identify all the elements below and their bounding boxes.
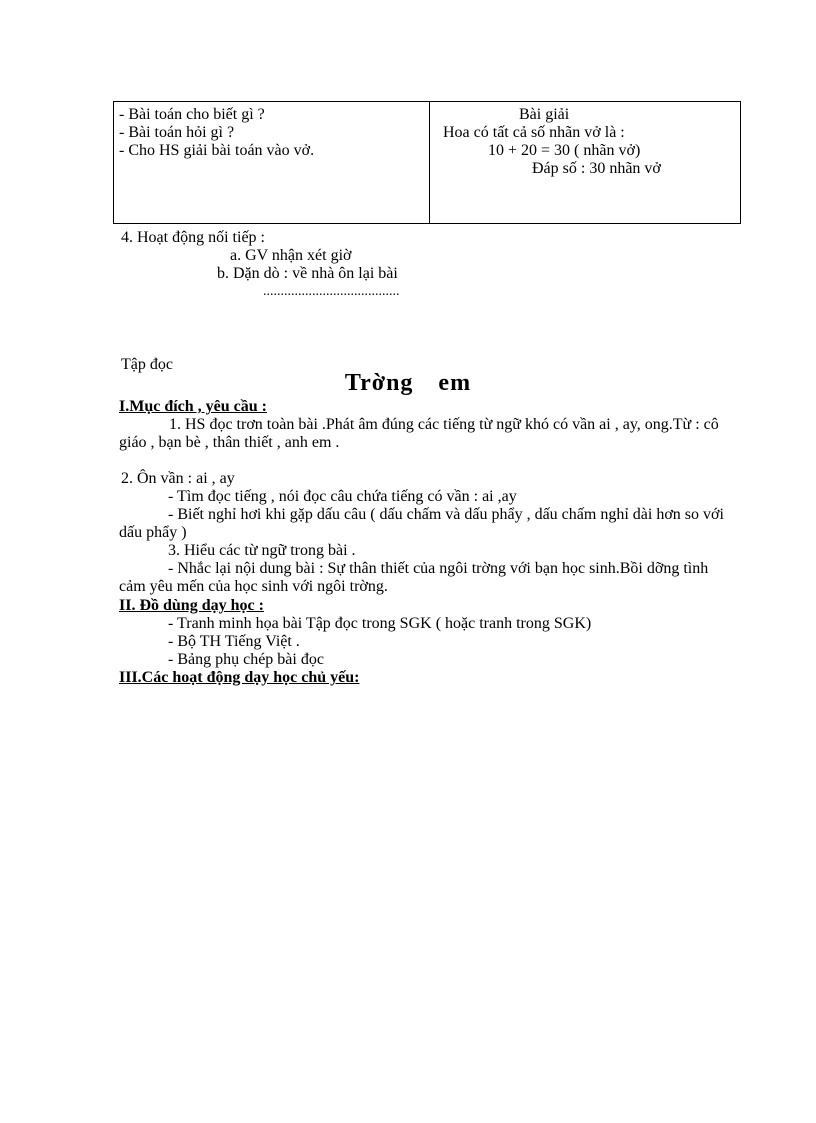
solution-heading: Bài giải: [519, 106, 570, 123]
activity-heading: 4. Hoạt động nối tiếp :: [121, 229, 265, 246]
question-line: - Bài toán hỏi gì ?: [119, 124, 235, 141]
dotted-separator: .......................................: [263, 284, 400, 299]
section-heading-objectives: I.Mục đích , yêu cầu :: [119, 398, 267, 415]
lesson-title: Trờng em: [344, 370, 472, 396]
teacher-questions-cell: [114, 102, 430, 224]
solution-table: [113, 101, 741, 224]
material-item: - Bảng phụ chép bài đọc: [168, 651, 324, 668]
objective-paragraph: - Biết nghỉ hơi khi gặp dấu câu ( dấu chấm và dấu phẩy , dấu chấm nghỉ dài hơn so với dấu phẩy ): [119, 506, 724, 541]
objective-paragraph: 1. HS đọc trơn toàn bài .Phát âm đúng các tiếng từ ngữ khó có vần ai , ay, ong.Từ : cô giáo , bạn bè , thân thiết , anh em .: [119, 416, 719, 451]
objective-line: - Tìm đọc tiếng , nói đọc câu chứa tiếng có vần : ai ,ay: [168, 488, 517, 505]
solution-cell: [430, 102, 741, 224]
question-line: - Bài toán cho biết gì ?: [119, 106, 265, 123]
solution-answer: Đáp số : 30 nhãn vở: [532, 160, 661, 177]
activity-item-a: a. GV nhận xét giờ: [230, 247, 352, 264]
question-line: - Cho HS giải bài toán vào vở.: [119, 142, 315, 159]
activity-item-b: b. Dặn dò : về nhà ôn lại bài: [217, 265, 398, 282]
objective-line: 2. Ôn vần : ai , ay: [121, 470, 235, 487]
section-heading-materials: II. Đồ dùng dạy học :: [119, 597, 264, 614]
section-heading-activities: III.Các hoạt động dạy học chủ yếu:: [119, 669, 360, 686]
material-item: - Bộ TH Tiếng Việt .: [168, 633, 300, 650]
solution-line: Hoa có tất cả số nhãn vở là :: [443, 124, 625, 141]
material-item: - Tranh minh họa bài Tập đọc trong SGK ( hoặc tranh trong SGK): [168, 615, 592, 632]
objective-paragraph: - Nhắc lại nội dung bài : Sự thân thiết của ngôi trờng với bạn học sinh.Bồi dỡng tình cảm yêu mến của học sinh với ngôi trờng.: [119, 560, 709, 595]
subject-label: Tập đọc: [121, 356, 173, 373]
objective-line: 3. Hiểu các từ ngữ trong bài .: [168, 542, 356, 559]
solution-equation: 10 + 20 = 30 ( nhãn vở): [488, 142, 641, 159]
